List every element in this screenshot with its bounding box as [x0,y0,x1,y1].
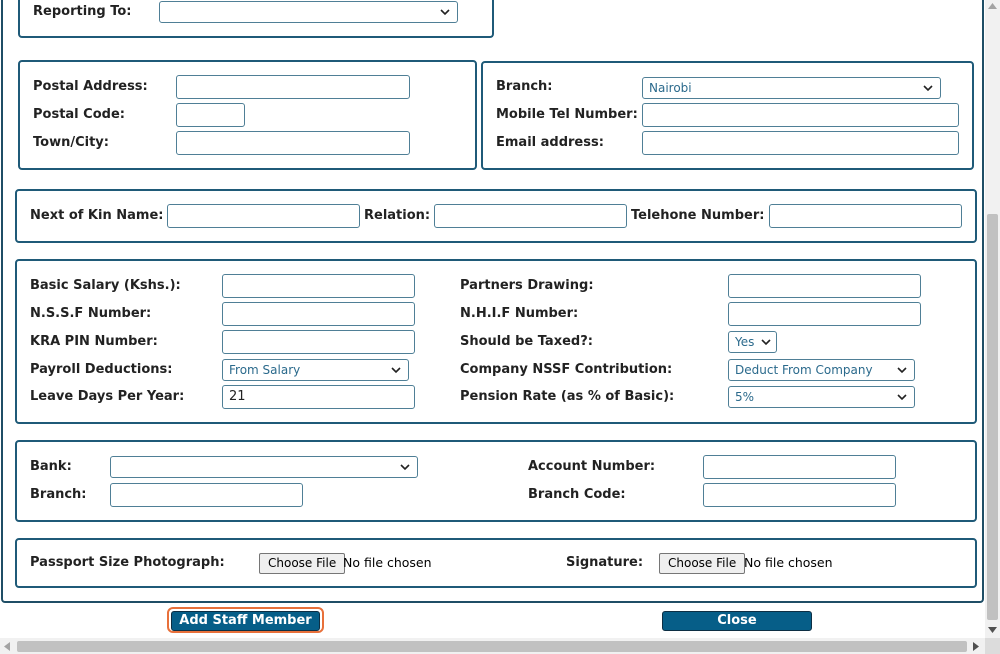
deductions-label: Payroll Deductions: [30,362,173,377]
signature-file-status: No file chosen [744,555,833,570]
reporting-to-select[interactable] [159,1,458,23]
partners-drawing-label: Partners Drawing: [460,278,594,293]
pension-select[interactable] [728,386,915,408]
email-input[interactable] [642,131,959,155]
basic-salary-input[interactable] [222,274,415,298]
pension-value: 5% [735,390,755,404]
scroll-down-arrow-icon[interactable] [988,626,997,634]
kra-input[interactable] [222,330,415,354]
chevron-down-icon [922,81,934,95]
contact-branch-value: Nairobi [649,81,692,95]
contact-branch-select[interactable] [642,77,941,99]
reporting-to-label: Reporting To: [33,4,132,19]
taxed-select[interactable] [728,331,777,353]
bank-section [15,440,977,522]
close-button[interactable]: Close [662,611,812,631]
taxed-value: Yes [735,335,755,349]
taxed-label: Should be Taxed?: [460,334,593,349]
vertical-scrollbar-thumb[interactable] [987,214,998,620]
kin-name-label: Next of Kin Name: [30,208,164,223]
deductions-select[interactable] [222,359,409,381]
signature-label: Signature: [566,555,644,570]
account-number-label: Account Number: [528,459,656,474]
horizontal-scrollbar-thumb[interactable] [17,641,967,652]
mobile-label: Mobile Tel Number: [496,107,638,122]
pension-label: Pension Rate (as % of Basic): [460,389,675,404]
kra-label: KRA PIN Number: [30,334,158,349]
kin-phone-label: Telehone Number: [631,208,765,223]
chevron-down-icon [896,363,908,377]
kin-name-input[interactable] [167,204,360,228]
chevron-down-icon [390,363,402,377]
branch-code-input[interactable] [703,483,896,507]
leave-days-input[interactable] [222,385,415,409]
postal-code-input[interactable] [176,103,245,127]
postal-address-label: Postal Address: [33,79,148,94]
relation-label: Relation: [364,208,431,223]
nhif-label: N.H.I.F Number: [460,306,579,321]
bank-select[interactable] [110,456,418,478]
branch-code-label: Branch Code: [528,487,626,502]
leave-days-label: Leave Days Per Year: [30,389,185,404]
scrollbar-corner [985,638,1000,654]
company-nssf-label: Company NSSF Contribution: [460,362,673,377]
chevron-down-icon [439,5,451,19]
basic-salary-label: Basic Salary (Kshs.): [30,278,181,293]
bank-branch-label: Branch: [30,487,87,502]
deductions-value: From Salary [229,363,301,377]
relation-input[interactable] [434,204,627,228]
scroll-left-arrow-icon[interactable] [3,642,11,651]
postal-code-label: Postal Code: [33,107,125,122]
photo-label: Passport Size Photograph: [30,555,225,570]
bank-branch-input[interactable] [110,483,303,507]
postal-address-input[interactable] [176,75,410,99]
scroll-right-arrow-icon[interactable] [972,642,980,651]
nhif-input[interactable] [728,302,921,326]
photo-file-status: No file chosen [343,555,432,570]
town-city-label: Town/City: [33,135,109,150]
nssf-input[interactable] [222,302,415,326]
chevron-down-icon [399,460,411,474]
chevron-down-icon [896,390,908,404]
add-staff-member-button[interactable]: Add Staff Member [171,611,320,631]
email-label: Email address: [496,135,604,150]
scroll-up-arrow-icon[interactable] [988,2,997,10]
contact-branch-label: Branch: [496,79,553,94]
account-number-input[interactable] [703,455,896,479]
company-nssf-value: Deduct From Company [735,363,873,377]
chevron-down-icon [760,335,772,349]
photo-choose-file-button[interactable]: Choose File [259,553,345,574]
partners-drawing-input[interactable] [728,274,921,298]
nssf-label: N.S.S.F Number: [30,306,152,321]
mobile-input[interactable] [642,103,959,127]
bank-label: Bank: [30,459,72,474]
town-city-input[interactable] [176,131,410,155]
signature-choose-file-button[interactable]: Choose File [659,553,745,574]
kin-phone-input[interactable] [769,204,962,228]
company-nssf-select[interactable] [728,359,915,381]
leave-days-value: 21 [229,389,246,404]
